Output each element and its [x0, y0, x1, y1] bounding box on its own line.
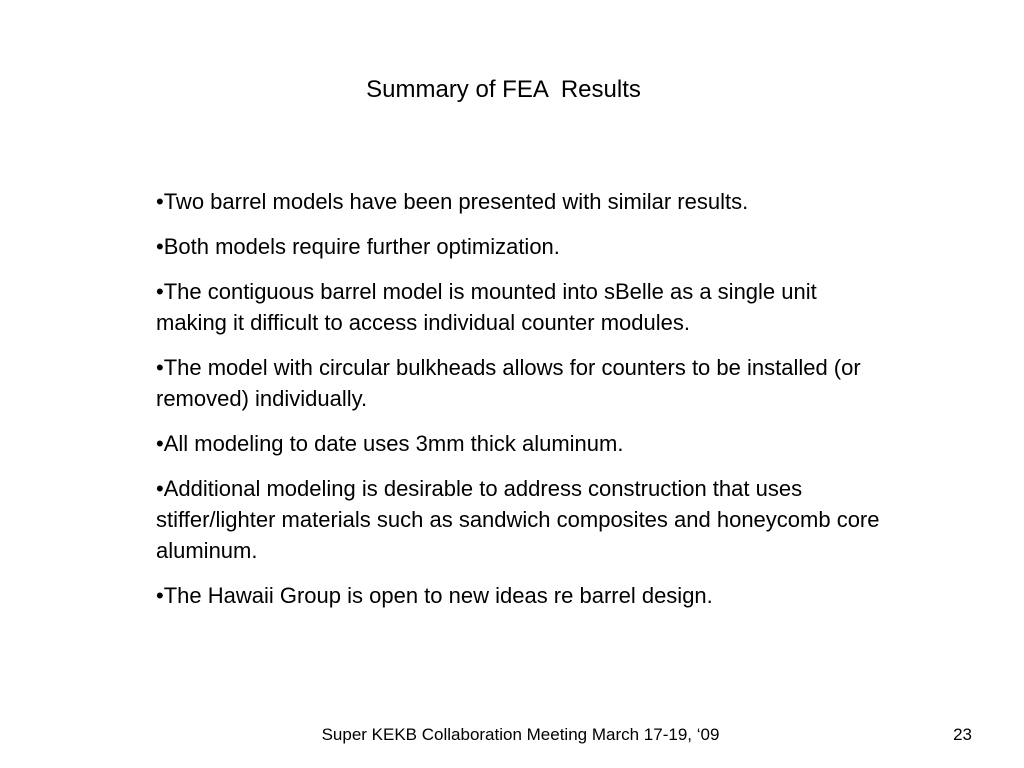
- bullet-item: •The contiguous barrel model is mounted into sBelle as a single unit making it difficult to access individual counter modules.: [156, 279, 817, 335]
- bullet-list: [156, 186, 886, 625]
- bullet-item: •The model with circular bulkheads allows for counters to be installed (or removed) individually.: [156, 355, 861, 411]
- bullet-item: •Both models require further optimization.: [156, 234, 560, 259]
- bullet-item: •The Hawaii Group is open to new ideas re barrel design.: [156, 583, 713, 608]
- slide-footer: Super KEKB Collaboration Meeting March 17-19, ‘09: [321, 725, 720, 744]
- bullet-item: •Two barrel models have been presented with similar results.: [156, 189, 749, 214]
- bullet-item: •All modeling to date uses 3mm thick aluminum.: [156, 431, 624, 456]
- slide-number: 23: [953, 725, 972, 744]
- slide-title: Summary of FEA Results: [366, 76, 641, 103]
- bullet-item: •Additional modeling is desirable to address construction that uses stiffer/lighter materials such as sandwich composites and honeycomb core aluminum.: [156, 476, 880, 563]
